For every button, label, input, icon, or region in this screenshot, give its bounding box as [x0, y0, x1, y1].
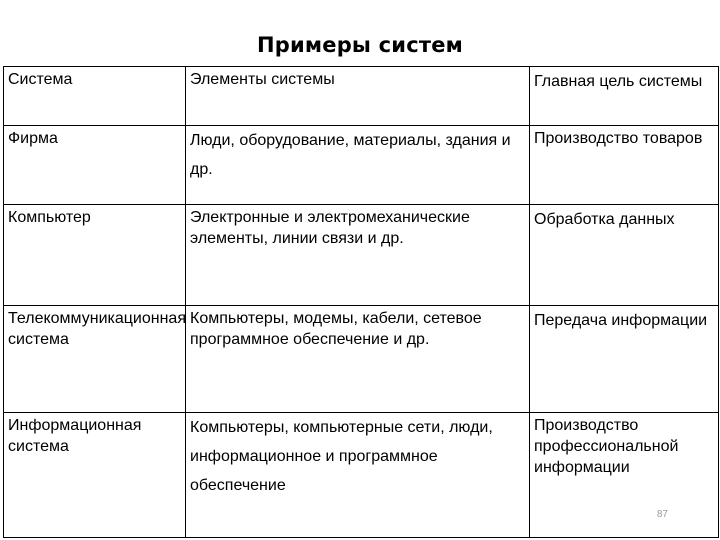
page-number: 87	[656, 509, 668, 520]
cell-goal: Передача информации	[530, 306, 719, 413]
table-row	[4, 126, 719, 205]
header-system: Система	[4, 67, 186, 126]
cell-goal: Производство профессиональной информации	[530, 413, 719, 538]
cell-elements: Компьютеры, компьютерные сети, люди, информационное и программное обеспечение	[186, 413, 530, 538]
table-header-row	[4, 67, 719, 126]
slide-title: Примеры систем	[256, 33, 464, 57]
cell-elements: Люди, оборудование, материалы, здания и др.	[186, 126, 530, 205]
cell-goal: Производство товаров	[530, 126, 719, 205]
cell-goal: Обработка данных	[530, 205, 719, 306]
table-row	[4, 413, 719, 538]
systems-table	[3, 66, 719, 538]
cell-elements: Электронные и электромеханические элементы, линии связи и др.	[186, 205, 530, 306]
table-row	[4, 205, 719, 306]
header-elements: Элементы системы	[186, 67, 530, 126]
cell-system: Информационная система	[4, 413, 186, 538]
cell-elements: Компьютеры, модемы, кабели, сетевое программное обеспечение и др.	[186, 306, 530, 413]
cell-system: Телекоммуникационная система	[4, 306, 186, 413]
header-goal: Главная цель системы	[530, 67, 719, 126]
cell-system: Фирма	[4, 126, 186, 205]
cell-system: Компьютер	[4, 205, 186, 306]
table-row	[4, 306, 719, 413]
